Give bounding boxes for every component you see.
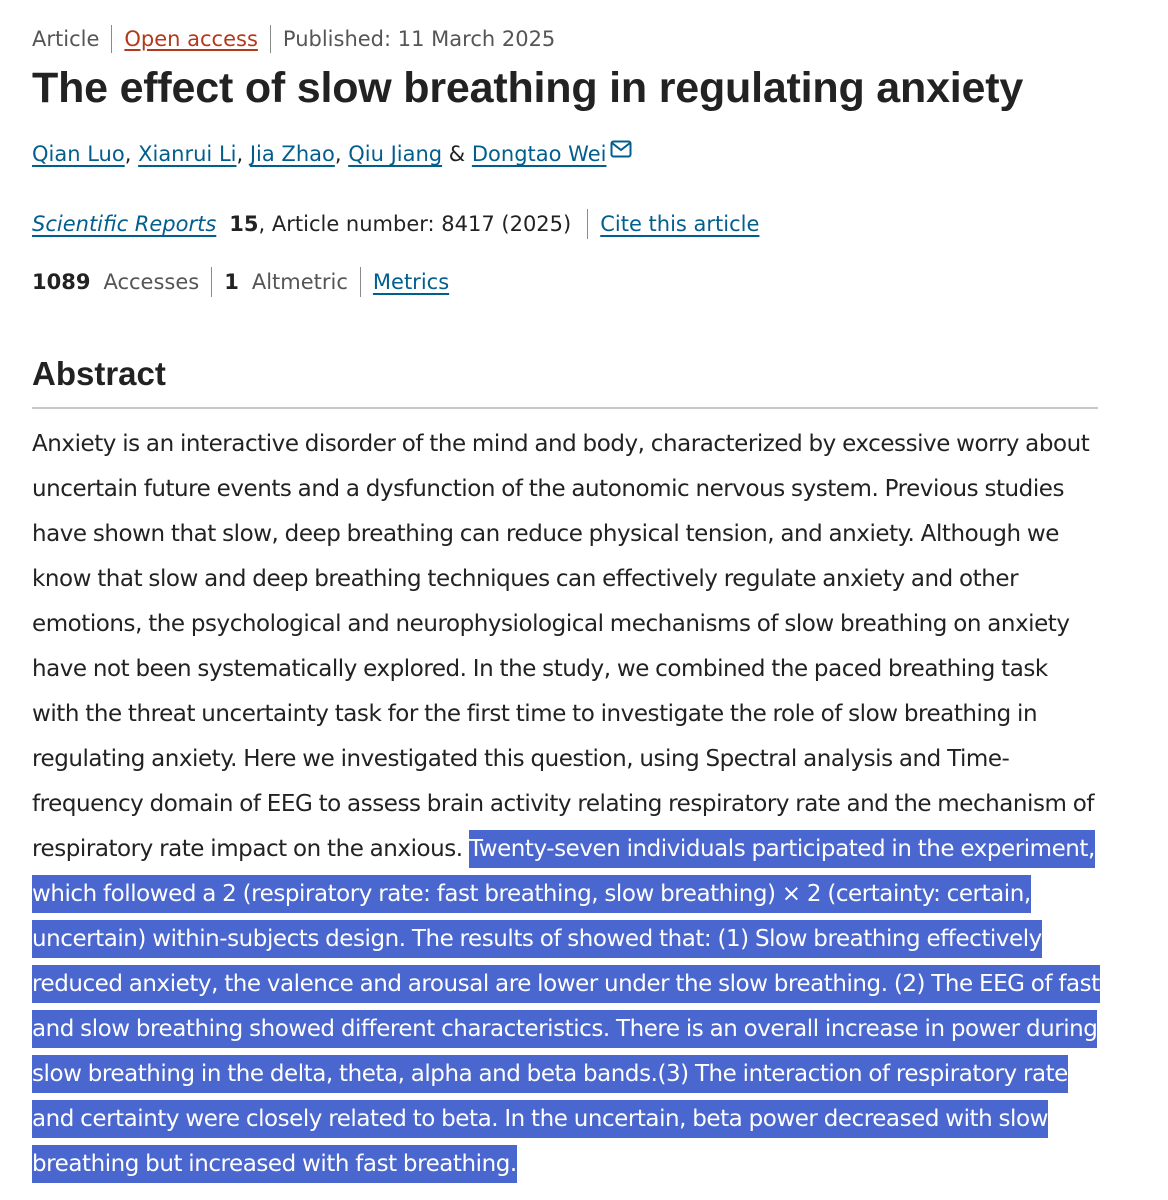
author-link[interactable]: Qian Luo [32,142,125,166]
divider [270,25,271,53]
metrics-row [32,267,449,297]
author-list: Qian Luo, Xianrui Li, Jia Zhao, Qiu Jiang & Dongtao Wei [32,142,632,166]
abstract-paragraph [32,422,1100,1187]
altmetric-count: 1 [224,270,239,294]
cite-article-link[interactable]: Cite this article [600,212,760,236]
abstract-text: Anxiety is an interactive disorder of the mind and body, characterized by excessive worry about uncertain future events and a dysfunction of the autonomic nervous system. Previous studies have shown that slow, deep breathing can reduce physical tension, and anxiety. Although we know that slow and deep breathing techniques can effectively regulate anxiety and other emotions, the psychological and neurophysiological mechanisms of slow breathing on anxiety have not been systematically explored. In the study, we combined the paced breathing task with the threat uncertainty task for the first time to investigate the role of slow breathing in regulating anxiety. Here we investigated this question, using Spectral analysis and Time-frequency domain of EEG to assess brain activity relating respiratory rate and the mechanism of respiratory rate impact on the anxious. [32,431,1095,862]
article-meta-row [32,24,555,54]
altmetric-label: Altmetric [251,270,348,294]
citation-row [32,209,759,239]
article-type: Article [32,27,100,51]
published-date: Published: 11 March 2025 [282,27,556,51]
article-title: The effect of slow breathing in regulating anxiety [32,64,1024,112]
author-link[interactable]: Qiu Jiang [348,142,443,166]
divider [211,267,212,297]
selected-text[interactable]: Twenty-seven individuals participated in the experiment, which followed a 2 (respiratory rate: fast breathing, slow breathing) × 2 (certainty: certain, uncertain) within-subjects design. The results of showed that: (1) Slow breathing effectively reduced anxiety, the valence and arousal are lower under the slow breathing. (2) The EEG of fast and slow breathing showed different characteristics. There is an overall increase in power during slow breathing in the delta, theta, alpha and beta bands.(3) The interaction of respiratory rate and certainty were closely related to beta. In the uncertain, beta power decreased with slow breathing but increased with fast breathing. [32,830,1100,1183]
accesses-count: 1089 [32,270,91,294]
volume: 15 [229,212,259,236]
divider [360,267,361,297]
accesses-label: Accesses [103,270,200,294]
email-icon[interactable] [610,139,632,163]
abstract-heading: Abstract [32,355,166,392]
author-link[interactable]: Xianrui Li [138,142,237,166]
divider [111,25,112,53]
journal-link[interactable]: Scientific Reports [32,212,217,236]
article-number: , Article number: 8417 (2025) [258,212,572,236]
section-divider [32,407,1098,409]
author-link[interactable]: Dongtao Wei [471,142,607,166]
author-link[interactable]: Jia Zhao [249,142,335,166]
open-access-link[interactable]: Open access [124,27,258,51]
metrics-link[interactable]: Metrics [372,270,450,294]
divider [587,209,588,239]
